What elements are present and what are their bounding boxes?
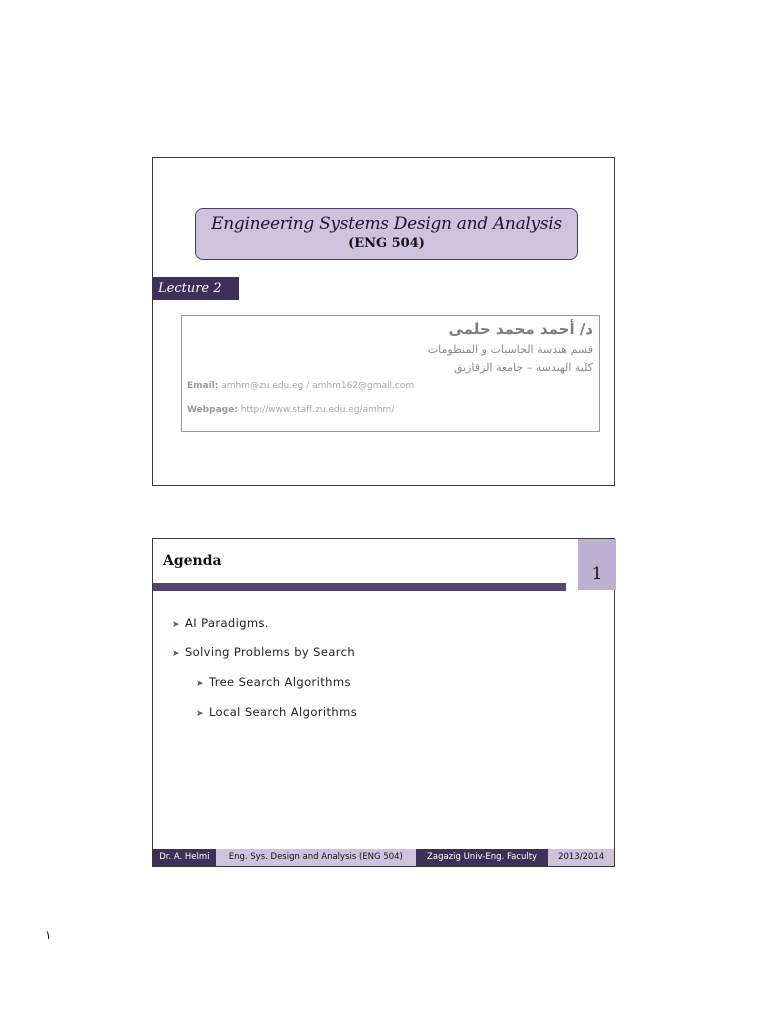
agenda-title: Agenda <box>163 553 222 569</box>
webpage-link[interactable]: http://www.staff.zu.edu.eg/amhm/ <box>240 405 395 415</box>
course-code: (ENG 504) <box>348 236 425 251</box>
footer-author: Dr. A. Helmi <box>153 849 216 866</box>
list-item <box>172 645 355 659</box>
title-box <box>195 208 578 260</box>
webpage-label: Webpage: <box>187 405 238 415</box>
list-item-label: Local Search Algorithms <box>208 705 358 719</box>
list-item-label: Tree Search Algorithms <box>208 675 351 689</box>
title-slide <box>152 157 615 486</box>
slide-number: 1 <box>578 539 616 590</box>
page-number: ١ <box>45 928 52 942</box>
list-item-label: AI Paradigms. <box>184 616 269 630</box>
list-item-label: Solving Problems by Search <box>184 645 356 659</box>
footer-course: Eng. Sys. Design and Analysis (ENG 504) <box>216 849 416 866</box>
title-underline-bar <box>153 583 566 591</box>
arrow-bullet-icon: ➤ <box>196 679 204 689</box>
footer-year: 2013/2014 <box>548 849 614 866</box>
author-info-box <box>181 315 600 432</box>
list-item <box>172 616 269 630</box>
webpage-line <box>187 405 394 415</box>
lecture-label: Lecture 2 <box>153 277 239 300</box>
email-value[interactable]: amhm@zu.edu.eg / amhm162@gmail.com <box>221 381 415 391</box>
faculty-arabic: كلية الهندسة – جامعة الزقازيق <box>453 361 593 374</box>
arrow-bullet-icon: ➤ <box>196 709 204 719</box>
list-item <box>196 675 351 689</box>
slide-title: Engineering Systems Design and Analysis <box>211 214 562 234</box>
slide-footer <box>153 849 614 866</box>
email-line <box>187 381 414 391</box>
list-item <box>196 705 357 719</box>
footer-institution: Zagazig Univ-Eng. Faculty <box>416 849 548 866</box>
arrow-bullet-icon: ➤ <box>172 649 180 659</box>
agenda-slide <box>152 538 615 867</box>
email-label: Email: <box>187 381 219 391</box>
department-arabic: قسم هندسة الحاسبات و المنظومات <box>427 343 593 356</box>
arrow-bullet-icon: ➤ <box>172 620 180 630</box>
author-name-arabic: د/ أحمد محمد حلمى <box>448 320 593 338</box>
